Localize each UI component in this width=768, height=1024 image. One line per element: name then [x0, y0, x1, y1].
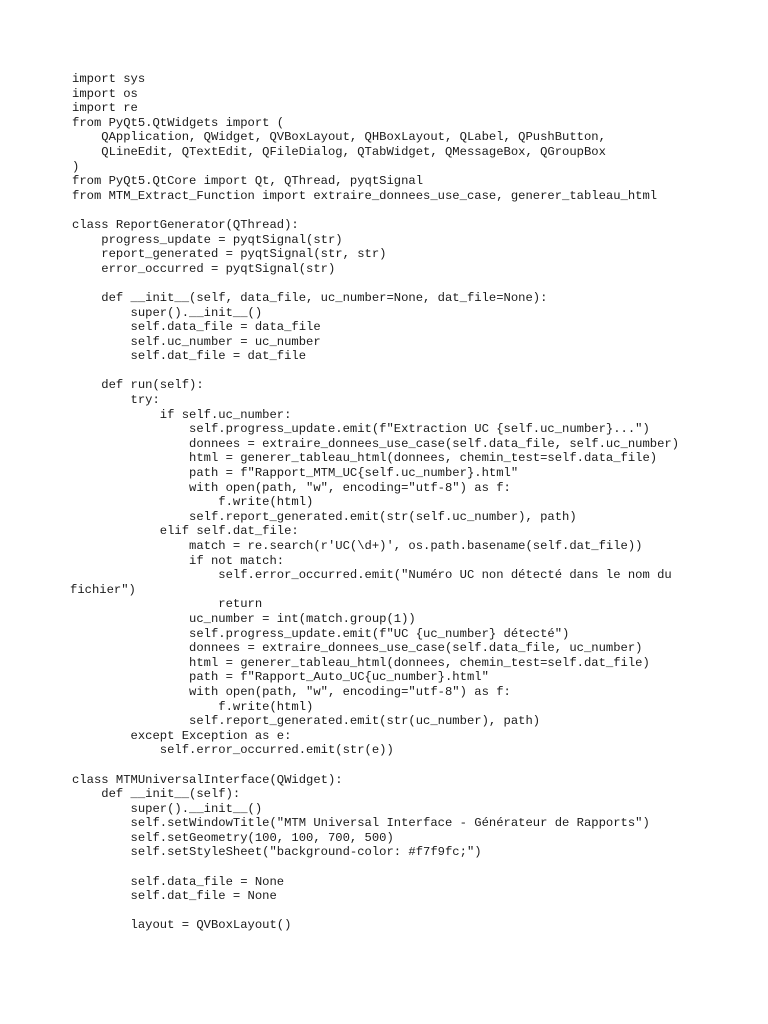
code-line: self.setGeometry(100, 100, 700, 500) — [72, 830, 394, 845]
code-line: f.write(html) — [72, 699, 314, 714]
code-line — [0, 904, 768, 919]
code-line: from PyQt5.QtCore import Qt, QThread, pyqtSignal — [72, 174, 424, 189]
code-line: def __init__(self, data_file, uc_number=None, dat_file=None): — [72, 290, 548, 305]
code-line: self.error_occurred.emit(str(e)) — [72, 743, 394, 758]
code-line: error_occurred = pyqtSignal(str) — [72, 261, 336, 276]
code-line — [0, 758, 768, 773]
code-line: if not match: — [72, 553, 285, 568]
code-line: progress_update = pyqtSignal(str) — [72, 232, 343, 247]
code-line: self.data_file = data_file — [72, 320, 321, 335]
code-line: self.uc_number = uc_number — [72, 334, 321, 349]
code-line: return — [72, 597, 263, 612]
code-line — [0, 276, 768, 291]
code-listing — [0, 72, 768, 933]
code-line: self.dat_file = None — [72, 889, 277, 904]
code-line: path = f"Rapport_Auto_UC{uc_number}.html" — [72, 670, 489, 685]
code-line — [0, 860, 768, 875]
code-line: self.progress_update.emit(f"UC {uc_number} détecté") — [72, 626, 570, 641]
code-line: import sys — [72, 72, 146, 86]
code-line: import os — [72, 86, 138, 101]
code-line — [0, 364, 768, 379]
code-line: donnees = extraire_donnees_use_case(self.data_file, uc_number) — [72, 641, 643, 656]
code-line: match = re.search(r'UC(\d+)', os.path.basename(self.dat_file)) — [72, 539, 643, 553]
code-line: report_generated = pyqtSignal(str, str) — [72, 247, 387, 262]
code-line: self.error_occurred.emit("Numéro UC non détecté dans le nom du — [72, 568, 672, 583]
code-line: import re — [72, 101, 138, 116]
code-line: path = f"Rapport_MTM_UC{self.uc_number}.html" — [72, 466, 519, 481]
code-line — [0, 203, 768, 218]
code-line: except Exception as e: — [72, 728, 292, 743]
code-line: self.setWindowTitle("MTM Universal Interface - Générateur de Rapports") — [72, 816, 650, 831]
code-line: html = generer_tableau_html(donnees, chemin_test=self.dat_file) — [72, 655, 650, 670]
code-line: def __init__(self): — [72, 787, 241, 802]
code-line: html = generer_tableau_html(donnees, chemin_test=self.data_file) — [72, 451, 658, 466]
code-line: self.report_generated.emit(str(uc_number), path) — [72, 714, 541, 729]
code-line: with open(path, "w", encoding="utf-8") as f: — [72, 684, 511, 699]
code-line: QLineEdit, QTextEdit, QFileDialog, QTabWidget, QMessageBox, QGroupBox — [72, 144, 606, 159]
code-line: QApplication, QWidget, QVBoxLayout, QHBoxLayout, QLabel, QPushButton, — [72, 130, 606, 145]
code-line: class ReportGenerator(QThread): — [72, 217, 299, 232]
code-line: if self.uc_number: — [72, 407, 292, 422]
code-line: with open(path, "w", encoding="utf-8") as f: — [72, 480, 511, 495]
code-line: try: — [72, 393, 160, 408]
code-line: from MTM_Extract_Function import extraire_donnees_use_case, generer_tableau_html — [72, 188, 658, 203]
code-line: f.write(html) — [72, 495, 314, 510]
code-line: super().__init__() — [72, 305, 263, 320]
code-line: self.dat_file = dat_file — [72, 349, 307, 364]
code-line: self.setStyleSheet("background-color: #f7f9fc;") — [72, 845, 482, 860]
code-line: def run(self): — [72, 378, 204, 393]
code-line: self.report_generated.emit(str(self.uc_number), path) — [72, 509, 577, 524]
code-line: from PyQt5.QtWidgets import ( — [72, 115, 285, 130]
code-line: donnees = extraire_donnees_use_case(self.data_file, self.uc_number) — [72, 436, 680, 451]
code-line: elif self.dat_file: — [72, 524, 299, 539]
code-line: uc_number = int(match.group(1)) — [72, 611, 416, 626]
code-line: class MTMUniversalInterface(QWidget): — [72, 772, 343, 787]
code-line: super().__init__() — [72, 801, 263, 816]
code-line: self.progress_update.emit(f"Extraction UC {self.uc_number}...") — [72, 422, 650, 437]
code-line: ) — [72, 159, 80, 174]
code-line: self.data_file = None — [72, 874, 285, 889]
code-line: layout = QVBoxLayout() — [72, 918, 292, 933]
code-line-wrapped: fichier") — [70, 582, 136, 597]
